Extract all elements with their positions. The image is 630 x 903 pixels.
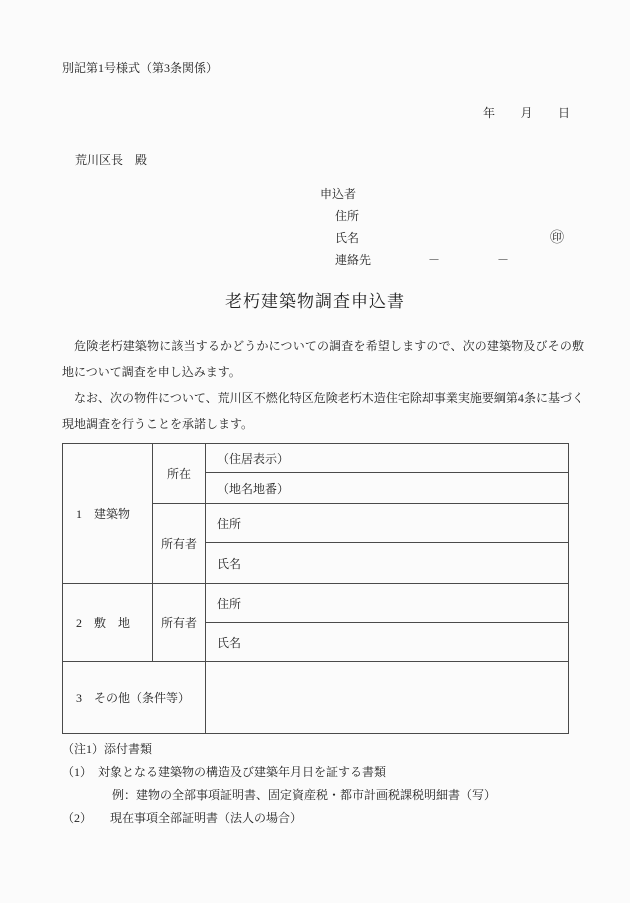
site-owner-name-field[interactable]	[206, 623, 569, 662]
building-owner-address-label: 住所	[217, 516, 242, 531]
site-owner-header-text: 所有者	[160, 616, 197, 630]
notes-item-2: （2） 現在事項全部証明書（法人の場合）	[62, 811, 303, 825]
applicant-contact-label: 連絡先	[335, 253, 372, 267]
site-owner-address-label: 住所	[217, 596, 242, 611]
contact-separator-1: －	[428, 253, 441, 267]
site-owner-header	[153, 584, 206, 662]
building-residential-display-label: （住居表示）	[217, 451, 290, 466]
date-month-label: 月	[520, 106, 533, 120]
building-owner-name-field[interactable]	[206, 543, 569, 584]
building-row-label-text: 1 建築物	[76, 507, 131, 521]
building-row-label	[63, 444, 153, 584]
building-owner-address-field[interactable]	[206, 504, 569, 543]
building-residential-display-field[interactable]	[206, 444, 569, 473]
notes-item-1-example: 例：建物の全部事項証明書、固定資産税・都市計画税課税明細書（写）	[112, 788, 497, 802]
page-title: 老朽建築物調査申込書	[225, 292, 405, 311]
building-owner-header-text: 所有者	[160, 537, 197, 551]
other-row-label-text: 3 その他（条件等）	[76, 691, 191, 705]
other-conditions-field[interactable]	[206, 662, 569, 734]
paragraph-request: 危険老朽建築物に該当するかどうかについての調査を希望しますので、次の建築物及びその敷地について調査を申し込みます。	[62, 339, 584, 379]
notes-item-1: （1） 対象となる建築物の構造及び建築年月日を証する書類	[62, 765, 387, 779]
applicant-name-label: 氏名	[335, 231, 360, 245]
contact-separator-2: －	[497, 253, 510, 267]
site-owner-name-label: 氏名	[217, 635, 242, 650]
site-row-label	[63, 584, 153, 662]
seal-icon: ㊞	[550, 231, 564, 246]
building-location-header	[153, 444, 206, 504]
notes-heading: （注1）添付書類	[62, 742, 153, 756]
site-row-label-text: 2 敷 地	[76, 616, 131, 630]
other-row-label	[63, 662, 206, 734]
body-paragraphs	[62, 333, 584, 437]
building-lot-number-label: （地名地番）	[217, 481, 290, 496]
applicant-heading: 申込者	[320, 187, 357, 201]
site-owner-address-field[interactable]	[206, 584, 569, 623]
notes-section	[62, 738, 496, 830]
building-lot-number-field[interactable]	[206, 473, 569, 504]
building-owner-header	[153, 504, 206, 584]
date-year-label: 年	[483, 106, 496, 120]
paragraph-consent: なお、次の物件について、荒川区不燃化特区危険老朽木造住宅除却事業実施要綱第4条に基づく現地調査を行うことを承諾します。	[62, 391, 584, 431]
property-table	[62, 443, 569, 734]
building-owner-name-label: 氏名	[217, 556, 242, 571]
addressee: 荒川区長 殿	[75, 153, 148, 167]
form-code: 別記第1号様式（第3条関係）	[62, 61, 219, 75]
date-day-label: 日	[557, 106, 570, 120]
building-location-header-text: 所在	[166, 467, 191, 481]
date-line	[483, 104, 570, 121]
applicant-address-label: 住所	[335, 209, 360, 223]
